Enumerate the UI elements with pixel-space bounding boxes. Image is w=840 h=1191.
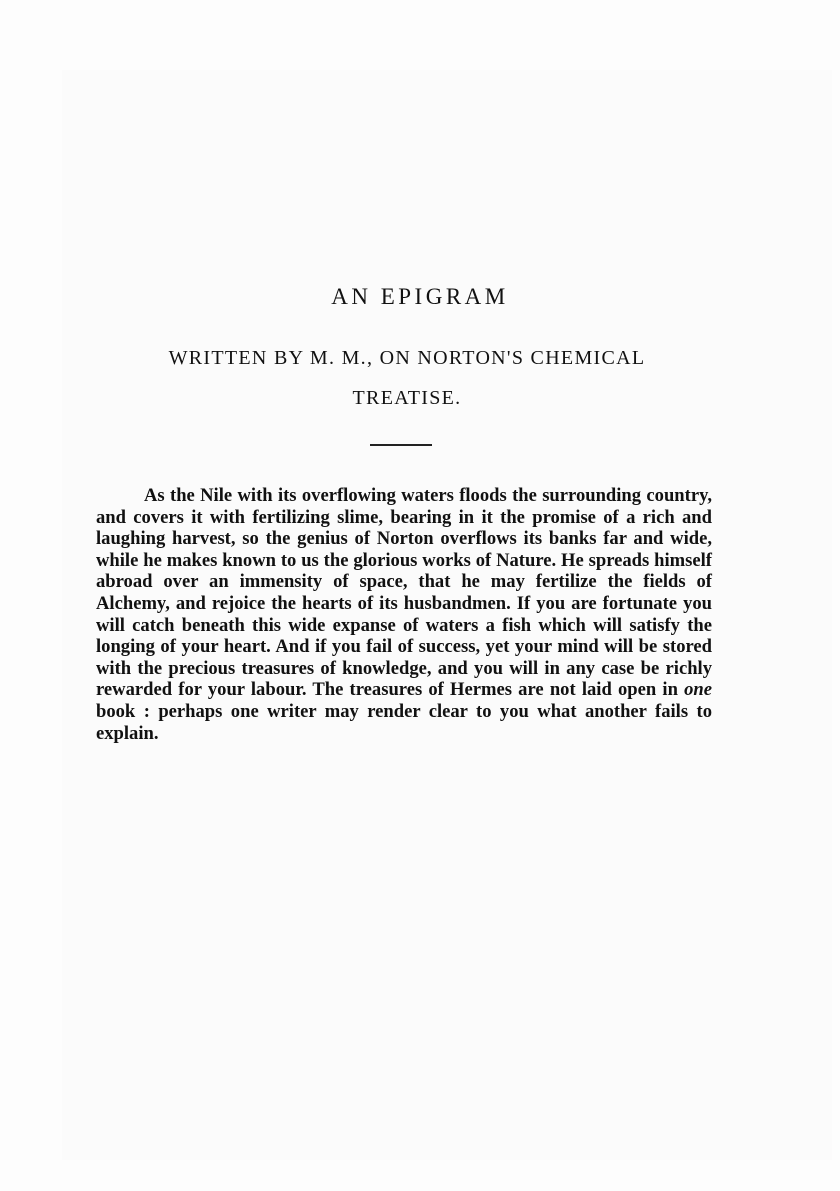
body-paragraph bbox=[96, 485, 712, 744]
paragraph-text-end: book : perhaps one writer may render clear to you what another fails to explain. bbox=[96, 700, 712, 744]
subtitle: WRITTEN BY M. M., ON NORTON'S CHEMICAL TREATISE. bbox=[168, 347, 646, 409]
separator-rule bbox=[370, 444, 432, 446]
paragraph-text-start: As the Nile with its overflowing waters floods the surrounding country, and covers it with fertilizing slime, bearing in it the promise of a rich and laughing harvest, so the genius of Norton overflows its banks far and wide, while he makes known to us the glorious works of Nature. He spreads himself abroad over an immensity of space, that he may fertilize the fields of Alchemy, and rejoice the hearts of its husbandmen. If you are fortunate you will catch beneath this wide expanse of waters a fish which will satisfy the longing of your heart. And if you fail of success, yet your mind will be stored with the precious treasures of knowledge, and you will in any case be richly rewarded for your labour. The treasures of Hermes are not laid open in bbox=[96, 485, 712, 701]
paragraph-emphasis: one bbox=[684, 679, 712, 701]
page-title: AN EPIGRAM bbox=[331, 284, 509, 309]
